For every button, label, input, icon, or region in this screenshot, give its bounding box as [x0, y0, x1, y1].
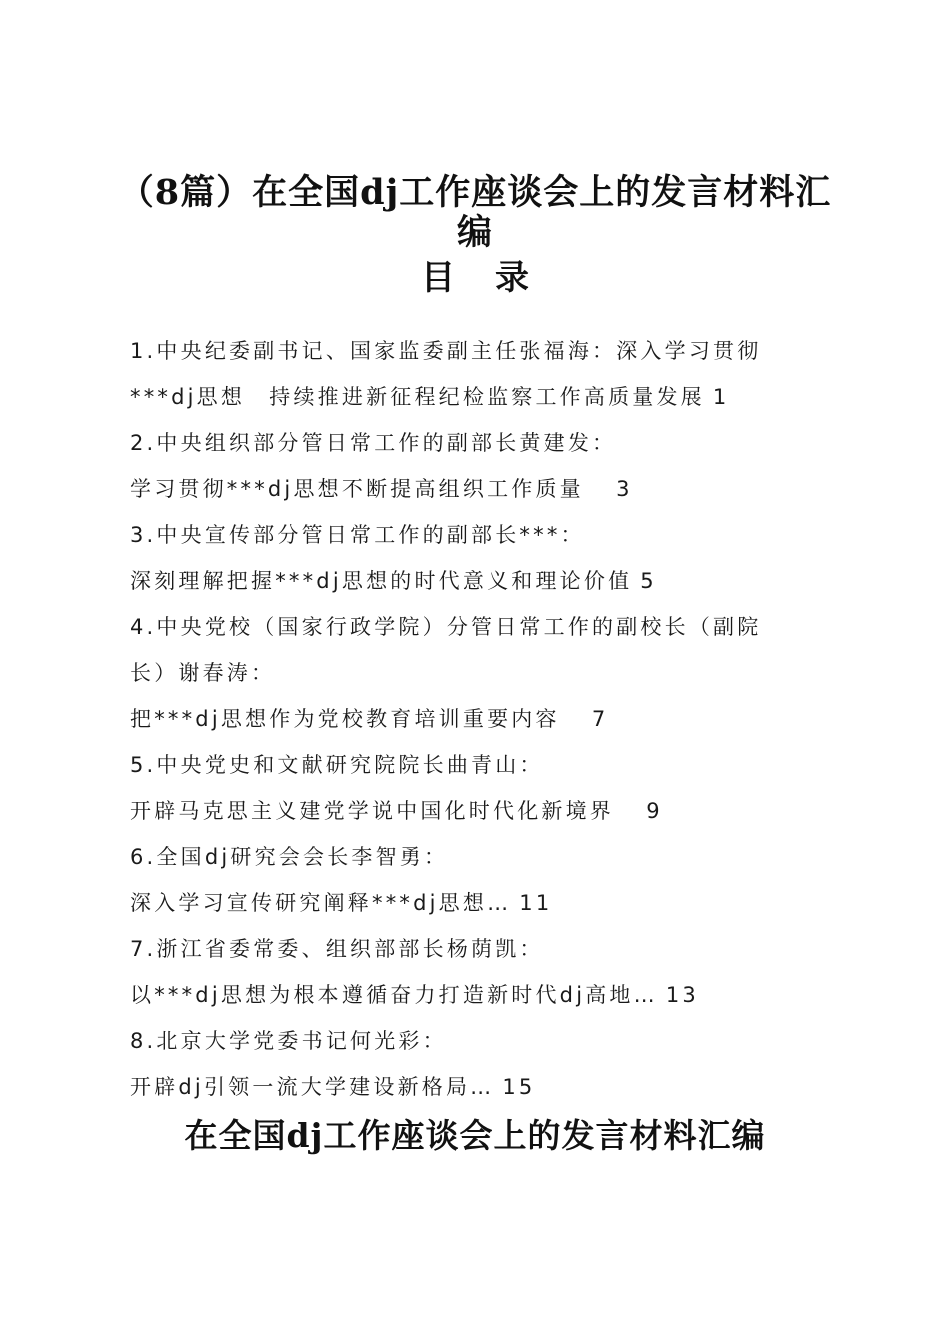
toc-entry-5-line2[interactable] — [130, 788, 830, 834]
toc-page-number: 3 — [616, 477, 633, 501]
toc-text: 3.中央宣传部分管日常工作的副部长***： — [130, 523, 585, 547]
toc-text: 5.中央党史和文献研究院院长曲青山： — [130, 753, 544, 777]
toc-page-number: 15 — [502, 1075, 536, 1099]
toc-page-number: 1 — [712, 385, 730, 409]
toc-entry-1-line2[interactable] — [130, 374, 830, 420]
toc-entry-7-line2[interactable] — [130, 972, 830, 1018]
toc-text: 1.中央纪委副书记、国家监委副主任张福海：深入学习贯彻 — [130, 339, 762, 363]
toc-entry-1-line1[interactable] — [130, 328, 830, 374]
document-title-line2: 编 — [456, 212, 493, 253]
toc-page-number: 11 — [519, 891, 553, 915]
toc-text: 4.中央党校（国家行政学院）分管日常工作的副校长（副院 — [130, 615, 762, 639]
toc-page-number: 13 — [665, 983, 699, 1007]
toc-text: 8.北京大学党委书记何光彩： — [130, 1029, 447, 1053]
toc-entry-4-line3[interactable] — [130, 696, 830, 742]
toc-entry-5-line1[interactable] — [130, 742, 830, 788]
toc-entry-8-line1[interactable] — [130, 1018, 830, 1064]
toc-text: 深刻理解把握***dj思想的时代意义和理论价值 — [130, 569, 633, 593]
toc-text: 2.中央组织部分管日常工作的副部长黄建发： — [130, 431, 617, 455]
toc-entry-8-line2[interactable] — [130, 1064, 830, 1110]
section-title: 在全国dj工作座谈会上的发言材料汇编 — [184, 1116, 766, 1155]
document-title-line1: （8篇）在全国dj工作座谈会上的发言材料汇 — [118, 172, 832, 213]
toc-text: 深入学习宣传研究阐释***dj思想… — [130, 891, 512, 915]
toc-text: 开辟马克思主义建党学说中国化时代化新境界 — [130, 799, 639, 823]
toc-text: 学习贯彻***dj思想不断提高组织工作质量 — [130, 477, 609, 501]
toc-text: 6.全国dj研究会会长李智勇： — [130, 845, 449, 869]
toc-entry-4-line2[interactable] — [130, 650, 830, 696]
toc-entry-4-line1[interactable] — [130, 604, 830, 650]
toc-entry-7-line1[interactable] — [130, 926, 830, 972]
toc-text: 把***dj思想作为党校教育培训重要内容 — [130, 707, 584, 731]
toc-text: 长）谢春涛： — [130, 661, 276, 685]
toc-heading: 目录 — [421, 258, 569, 298]
toc-text: 开辟dj引领一流大学建设新格局… — [130, 1075, 495, 1099]
table-of-contents — [130, 328, 830, 1110]
toc-entry-3-line1[interactable] — [130, 512, 830, 558]
toc-page-number: 9 — [646, 799, 663, 823]
toc-entry-2-line1[interactable] — [130, 420, 830, 466]
toc-entry-6-line1[interactable] — [130, 834, 830, 880]
toc-page-number: 7 — [591, 707, 609, 731]
toc-entry-6-line2[interactable] — [130, 880, 830, 926]
toc-page-number: 5 — [640, 569, 657, 593]
toc-entry-2-line2[interactable] — [130, 466, 830, 512]
toc-text: 7.浙江省委常委、组织部部长杨荫凯： — [130, 937, 544, 961]
toc-text: ***dj思想 持续推进新征程纪检监察工作高质量发展 — [130, 385, 705, 409]
toc-entry-3-line2[interactable] — [130, 558, 830, 604]
toc-text: 以***dj思想为根本遵循奋力打造新时代dj高地… — [130, 983, 658, 1007]
